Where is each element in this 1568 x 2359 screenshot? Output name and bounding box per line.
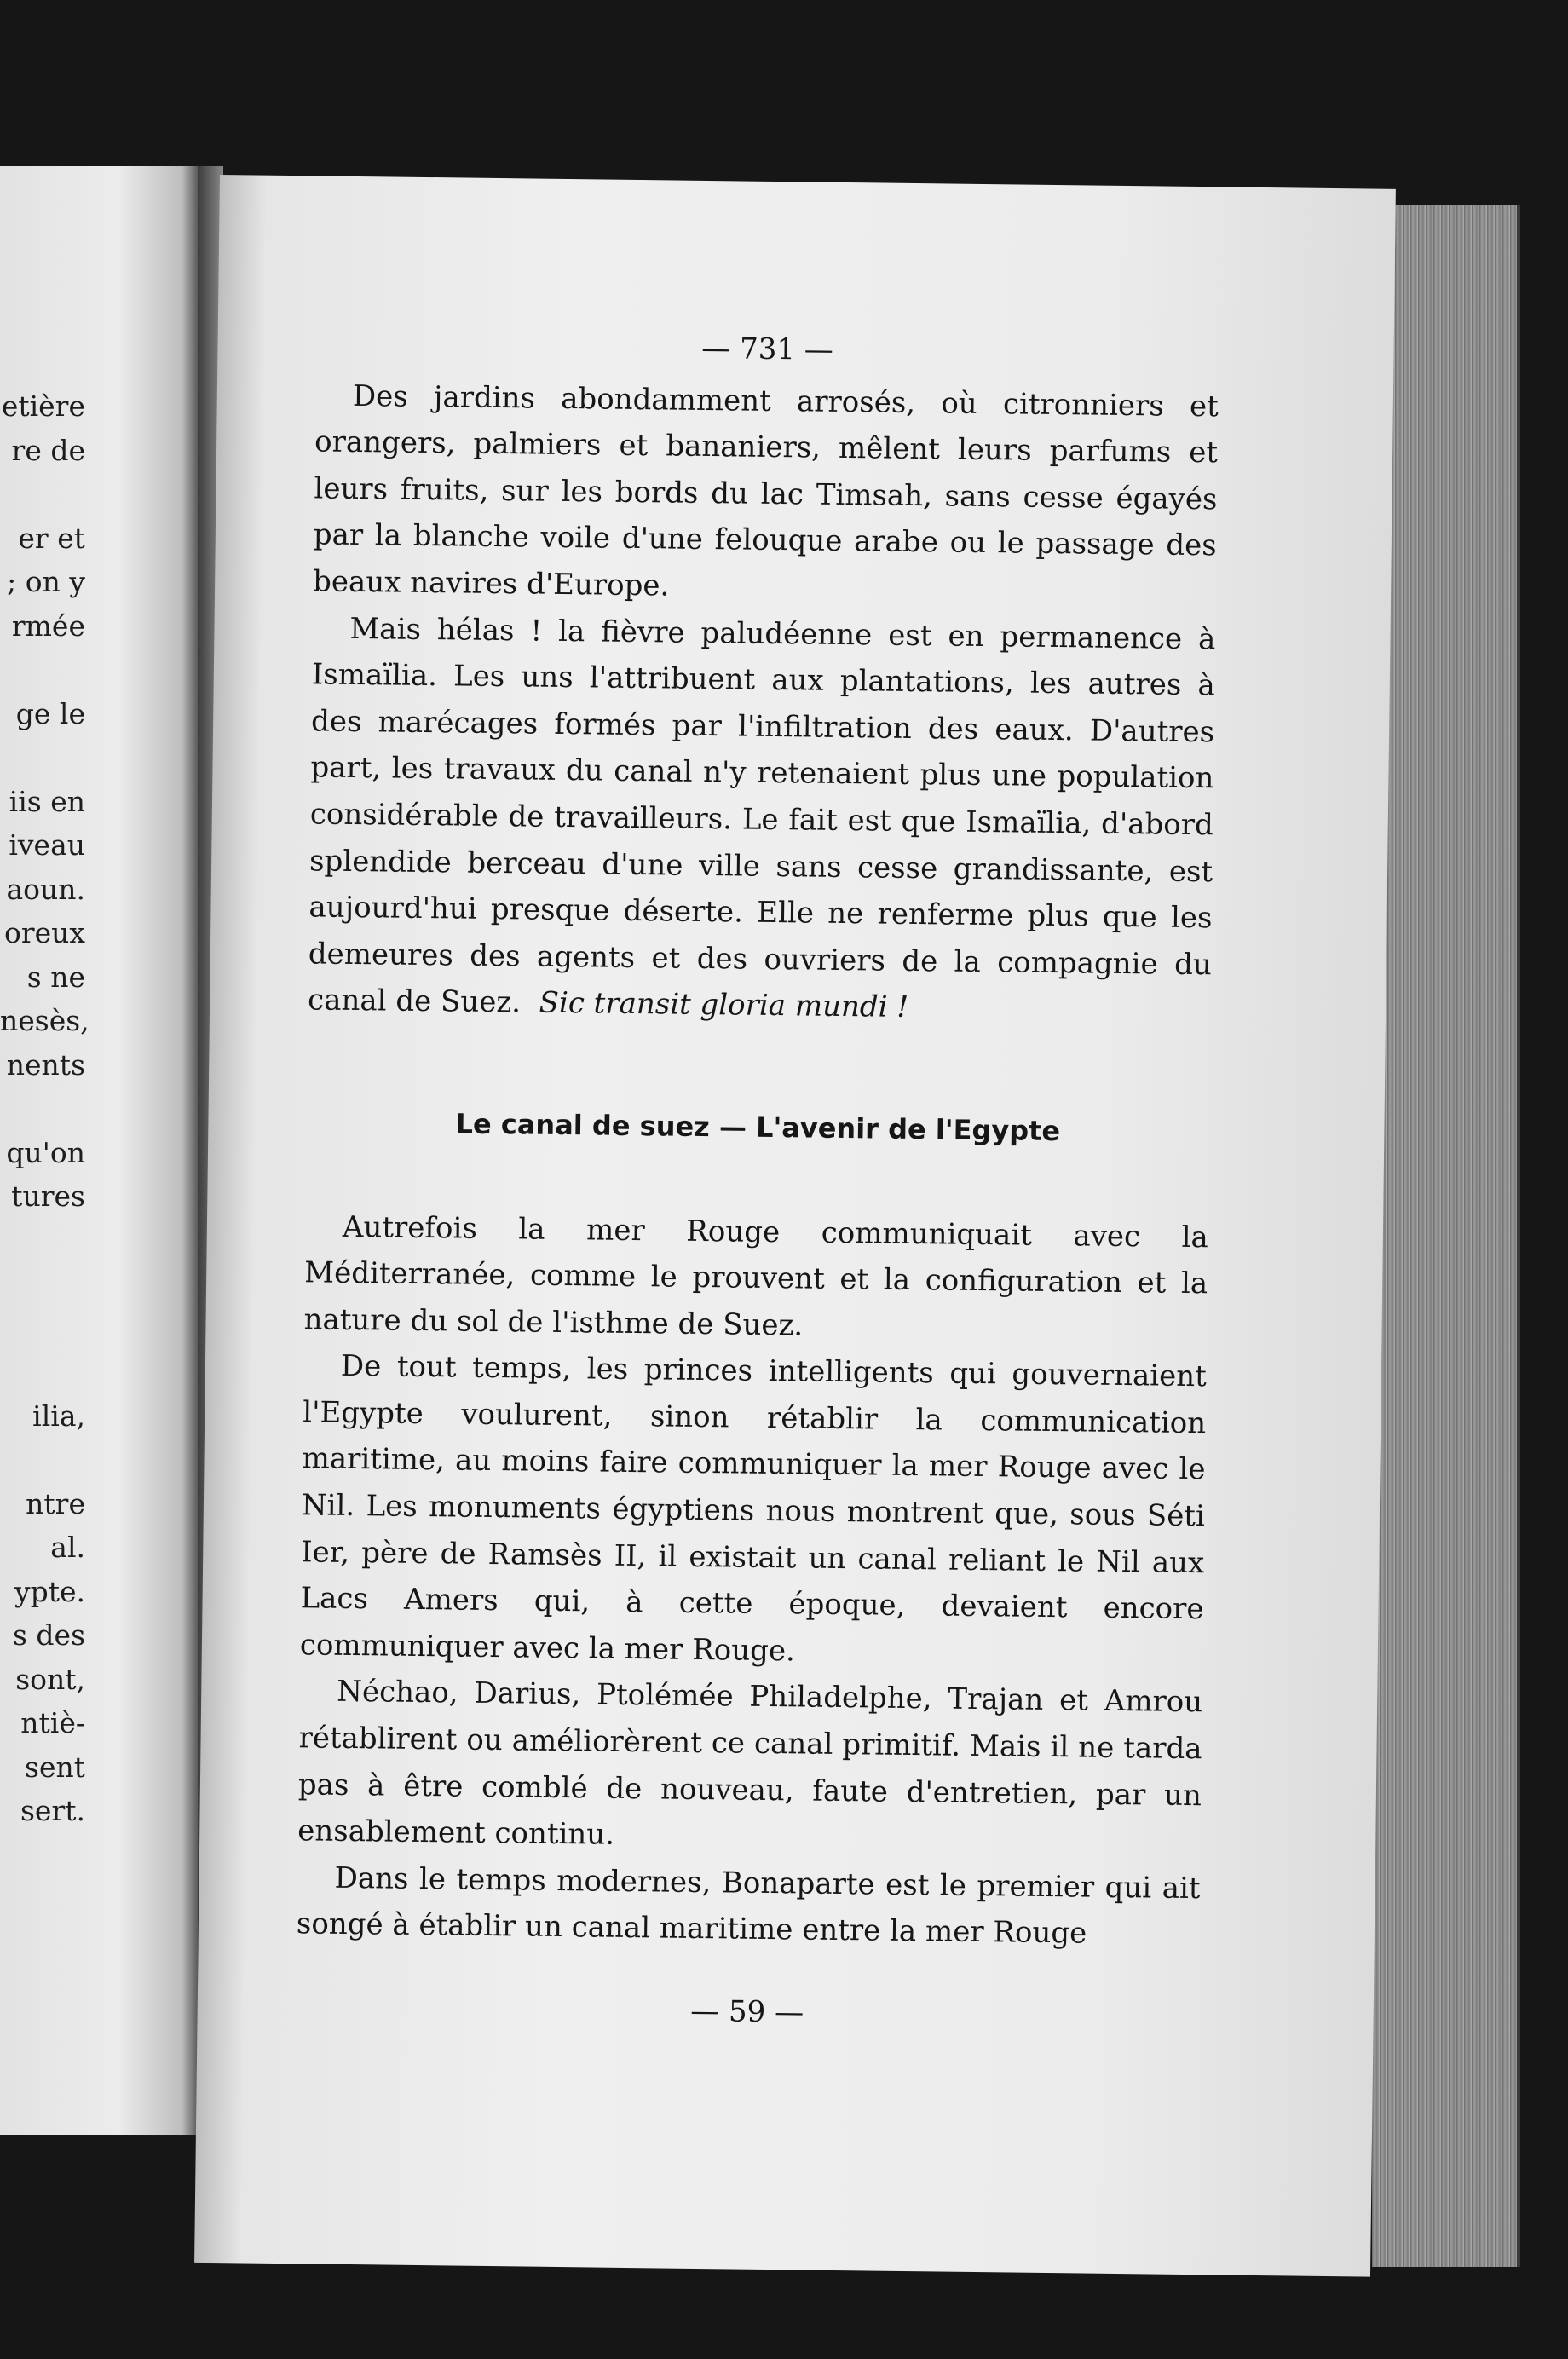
left-page-line: ntre [26, 1486, 85, 1520]
left-page-line: rmée [11, 608, 85, 643]
paragraph-text: Mais hélas ! la fièvre paludéenne est en permanence à Ismaïlia. Les uns l'attribuent aux plantations, les autres à des marécages formés par l'infiltration des eaux. D'autres part, les travaux du canal n'y retenaient plus une population considérable de travailleurs. Le fait est que Ismaïlia, d'abord splendide berceau d'une ville sans cesse grandissante, est aujourd'hui presque déserte. Elle ne renferme plus que les demeures des agents et des ouvriers de la compagnie du canal de Suez. [307, 611, 1216, 1020]
page-footer-number: — 59 — [690, 1993, 804, 2030]
paragraph [308, 605, 1216, 1035]
left-page-line: iis en [9, 784, 85, 818]
paragraph: Autrefois la mer Rouge communiquait avec la Méditerranée, comme le prouvent et la configuration et la nature du sol de l'isthme de Suez. [303, 1209, 1209, 1343]
left-page-line: qu'on [6, 1135, 85, 1169]
left-page-line: s ne [26, 960, 85, 994]
left-page-line: s des [12, 1618, 85, 1652]
left-page-line: ge le [15, 696, 85, 730]
left-page-line: aoun. [6, 872, 85, 906]
right-page [194, 175, 1396, 2277]
paragraph: Dans le temps modernes, Bonaparte est le premier qui ait songé à établir un canal maritime entre la mer Rouge [296, 1860, 1201, 1951]
page-text [295, 320, 1219, 2040]
left-page-line: sert. [20, 1794, 85, 1827]
section-heading: Le canal de suez — L'avenir de l'Egypte [455, 1107, 1061, 1148]
left-page-line: tures [11, 1180, 85, 1213]
left-page-line: etière [1, 389, 85, 423]
paragraph: De tout temps, les princes intelligents qui gouvernaient l'Egypte voulurent, sinon rétablir la communication maritime, au moins faire communiquer la mer Rouge avec le Nil. Les monuments égyptiens nous montrent que, sous Séti Ier, père de Ramsès II, il existait un canal reliant le Nil aux Lacs Amers qui, à cette époque, devaient encore communiquer avec la mer Rouge. [299, 1349, 1208, 1669]
paragraph: Néchao, Darius, Ptolémée Philadelphe, Trajan et Amrou rétablirent ou améliorèrent ce canal primitif. Mais il ne tarda pas à être comblé de nouveau, faute d'entretien, par un ensablement continu. [297, 1675, 1203, 1853]
page-header-number: — 731 — [701, 331, 834, 367]
left-page-line: ypte. [14, 1574, 85, 1608]
left-page-line: oreux [3, 916, 85, 949]
left-page-line: re de [11, 433, 85, 467]
left-page-line: al. [50, 1531, 85, 1564]
left-page [0, 166, 198, 2135]
paragraph: Des jardins abondamment arrosés, où citronniers et orangers, palmiers et bananiers, mêlent leurs parfums et leurs fruits, sur les bords du lac Timsah, sans cesse égayés par la blanche voile d'une felouque arabe ou le passage des beaux navires d'Europe. [312, 378, 1219, 603]
left-page-line: ; on y [7, 565, 85, 598]
left-page-line: ilia, [32, 1399, 85, 1433]
page-edges [1372, 205, 1520, 2267]
left-page-line: iveau [9, 828, 85, 862]
latin-quote: Sic transit gloria mundi ! [539, 985, 909, 1025]
left-page-line: er et [18, 521, 85, 555]
left-page-line: ntiè- [20, 1706, 85, 1739]
left-page-line: nents [6, 1047, 85, 1081]
left-page-line: sent [25, 1750, 85, 1784]
left-page-line: nesès, [0, 1004, 89, 1037]
left-page-line: sont, [15, 1662, 85, 1696]
